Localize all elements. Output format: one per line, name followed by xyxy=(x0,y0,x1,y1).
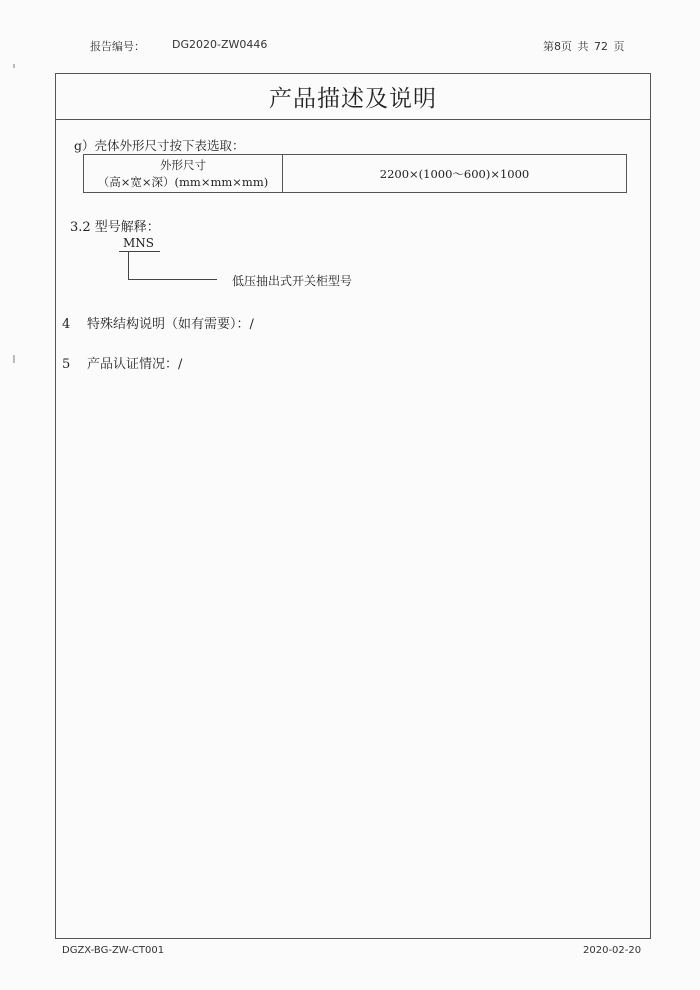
item-g-text: g）壳体外形尺寸按下表选取： xyxy=(74,138,245,153)
scan-mark xyxy=(13,64,15,68)
footer-date: 2020-02-20 xyxy=(583,945,642,956)
model-code: MNS xyxy=(119,236,160,252)
section-5 xyxy=(62,353,182,372)
page-indicator: 第8页 共 72 页 xyxy=(543,40,625,53)
content-frame xyxy=(55,73,651,939)
dimension-label-line1: 外形尺寸 xyxy=(160,157,206,172)
section-4 xyxy=(62,313,254,332)
section-5-text: 产品认证情况：/ xyxy=(87,357,183,372)
scan-mark xyxy=(13,355,15,363)
dimension-label-line2: （高×宽×深）(mm×mm×mm) xyxy=(97,174,269,189)
model-heading: 3.2 型号解释： xyxy=(70,220,160,235)
section-4-number: 4 xyxy=(62,317,71,332)
page-title: 产品描述及说明 xyxy=(269,86,437,112)
section-4-text: 特殊结构说明（如有需要）：/ xyxy=(87,317,254,332)
report-number-label: 报告编号： xyxy=(90,40,145,53)
form-code: DGZX-BG-ZW-CT001 xyxy=(62,945,165,956)
report-number: DG2020-ZW0446 xyxy=(172,38,268,51)
dimension-value-cell: 2200×(1000～600)×1000 xyxy=(283,155,627,193)
dimensions-table xyxy=(83,154,627,193)
title-bar xyxy=(56,74,650,120)
dimension-label-cell xyxy=(84,155,283,193)
table-row xyxy=(84,155,627,193)
model-meaning: 低压抽出式开关柜型号 xyxy=(232,274,353,288)
section-5-number: 5 xyxy=(62,357,71,372)
model-connector-line xyxy=(128,252,217,280)
